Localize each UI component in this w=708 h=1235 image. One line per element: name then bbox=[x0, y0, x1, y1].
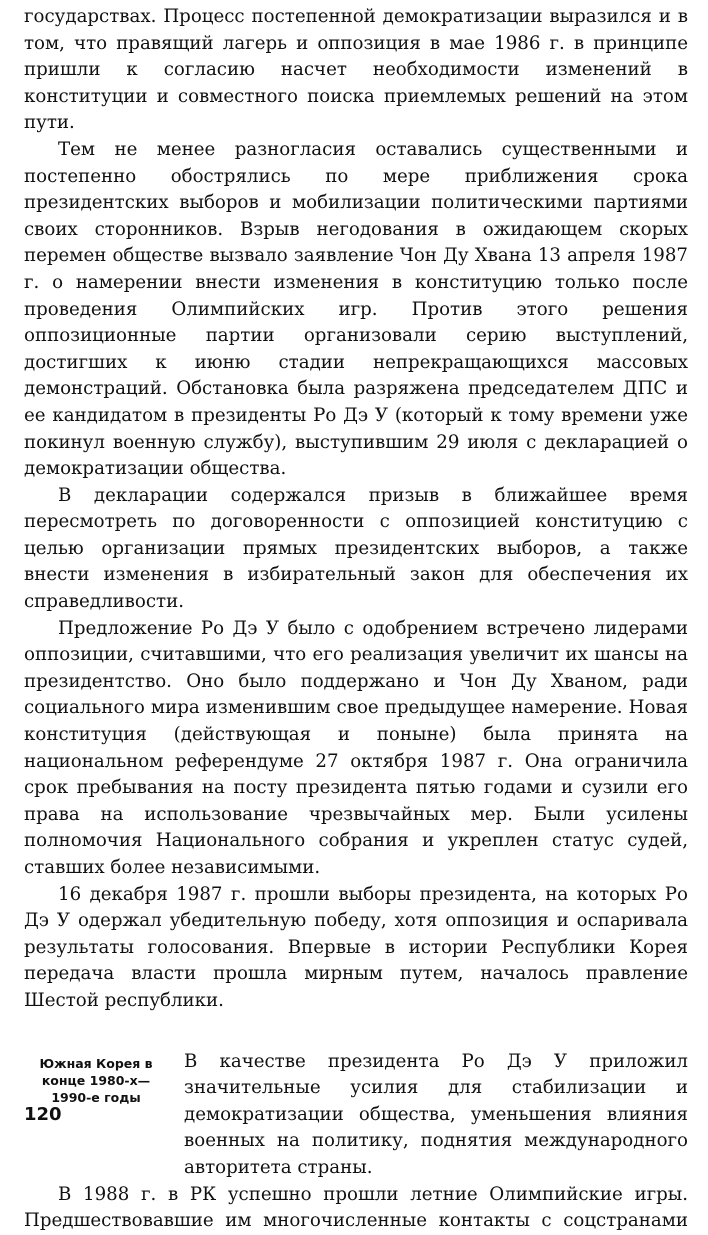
paragraph-4: Предложение Ро Дэ У было с одобрением встречено лидерами оппозиции, считавшими, что его реализация увеличит их шансы на президентство. Оно было поддержано и Чон Ду Хваном, ради социального мира изменившим свое предыдущее намерение. Новая конституция (действующая и поныне) была принята на национальном референдуме 27 октября 1987 г. Она ограничила срок пребывания на посту президента пятью годами и сузили его права на использование чрезвычайных мер. Были усилены полномочия Национального собрания и укреплен статус судей, ставших более независимыми. bbox=[24, 617, 688, 878]
paragraph-1: государствах. Процесс постепенной демократизации выразился и в том, что правящий лагерь и оппозиция в мае 1986 г. в принципе пришли к согласию насчет необходимости изменений в конституции и совместного поиска приемлемых решений на этом пути. bbox=[24, 6, 688, 134]
section-paragraph: В качестве президента Ро Дэ У приложил значительные усилия для стабилизации и демократизации общества, уменьшения влияния военных на политику, поднятия международного авторитета страны. bbox=[184, 1050, 688, 1178]
paragraph-2: Тем не менее разногласия оставались существенными и постепенно обострялись по мере приближения срока президентских выборов и мобилизации политическими партиями своих сторонников. Взрыв негодования в ожидающем скорых перемен обществе вызвало заявление Чон Ду Хвана 13 апреля 1987 г. о намерении внести изменения в конституцию только после проведения Олимпийских игр. Против этого решения оппозиционные партии организовали серию выступлений, достигших к июню стадии непрекращающихся массовых демонстраций. Обстановка была разряжена председателем ДПС и ее кандидатом в президенты Ро Дэ У (который к тому времени уже покинул военную службу), выступившим 29 июля с декларацией о демократизации общества. bbox=[24, 138, 688, 480]
sidenote-line: Южная Корея в bbox=[39, 1055, 153, 1071]
paragraph-3: В декларации содержался призыв в ближайшее время пересмотреть по договоренности с оппозицией конституцию с целью организации прямых президентских выборов, а также внести изменения в избирательный закон для обеспечения их справедливости. bbox=[24, 484, 688, 613]
paragraph-5: 16 декабря 1987 г. прошли выборы президента, на которых Ро Дэ У одержал убедительную победу, хотя оппозиция и оспаривала результаты голосования. Впервые в истории Республики Корея передача власти прошла мирным путем, началось правление Шестой республики. bbox=[24, 883, 688, 1011]
final-paragraph: В 1988 г. в РК успешно прошли летние Олимпийские игры. Предшествовавшие им многочисленные контакты с соцстранами bbox=[24, 1183, 688, 1232]
section-sidenote bbox=[20, 1055, 172, 1106]
sidenote-line: 1990-е годы bbox=[51, 1089, 141, 1105]
sidenote-line: конце 1980-х— bbox=[41, 1072, 151, 1088]
page-number: 120 bbox=[24, 1104, 62, 1125]
page-body bbox=[24, 4, 688, 1235]
